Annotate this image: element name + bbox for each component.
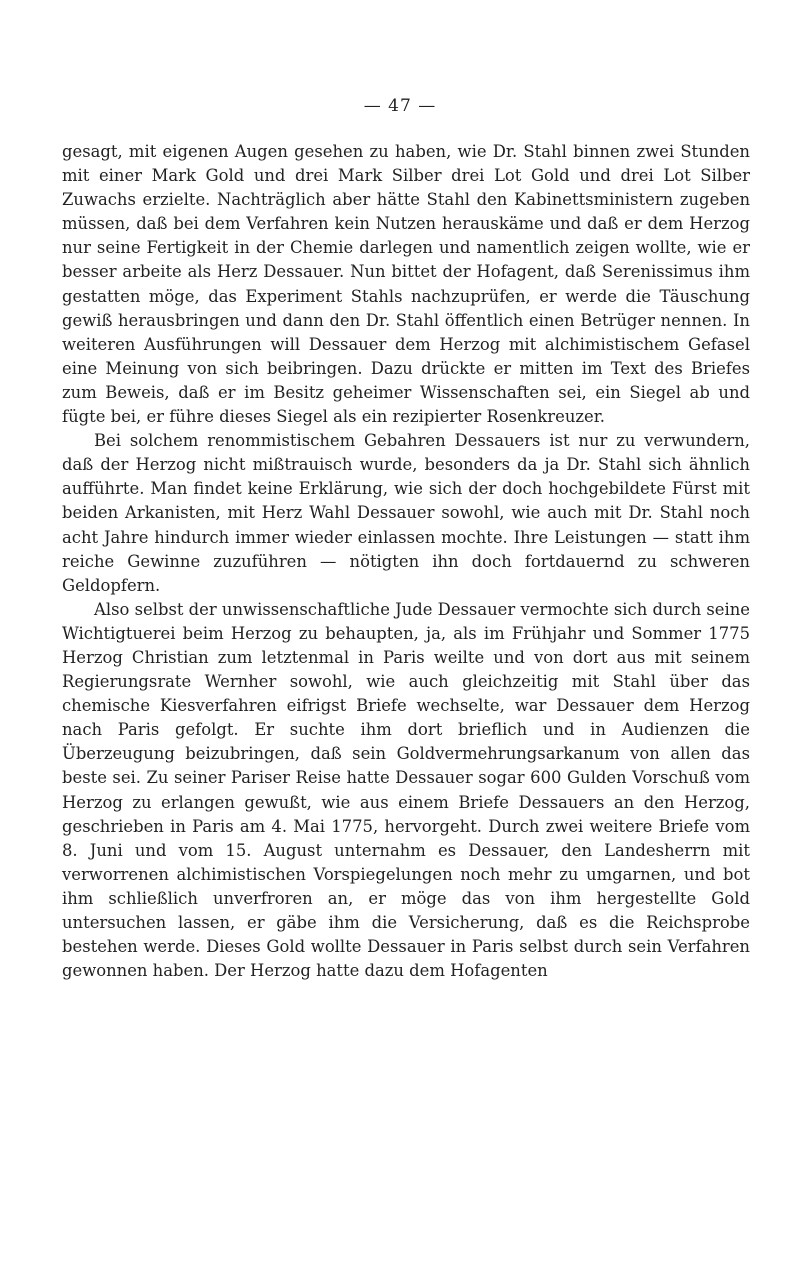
paragraph: Bei solchem renommistischem Gebahren Dessauers ist nur zu verwundern, daß der Herzog nicht mißtrauisch wurde, besonders da ja Dr. Stahl sich ähnlich aufführte. Man findet keine Erklärung, wie sich der doch hochgebildete Fürst mit beiden Arkanisten, mit Herz Wahl Dessauer sowohl, wie auch mit Dr. Stahl noch acht Jahre hindurch immer wieder einlassen mochte. Ihre Leistungen — statt ihm reiche Gewinne zuzuführen — nötigten ihn doch fortdauernd zu schweren Geldopfern. <box>62 431 750 595</box>
paragraph: Also selbst der unwissenschaftliche Jude Dessauer vermochte sich durch seine Wichtigtuerei beim Herzog zu behaupten, ja, als im Frühjahr und Sommer 1775 Herzog Christian zum letztenmal in Paris weilte und von dort aus mit seinem Regierungsrate Wernher sowohl, wie auch gleichzeitig mit Stahl über das chemische Kiesverfahren eifrigst Briefe wechselte, war Dessauer dem Herzog nach Paris gefolgt. Er suchte ihm dort brieflich und in Audienzen die Überzeugung beizubringen, daß sein Goldvermehrungsarkanum von allen das beste sei. Zu seiner Pariser Reise hatte Dessauer sogar 600 Gulden Vorschuß vom Herzog zu erlangen gewußt, wie aus einem Briefe Dessauers an den Herzog, geschrieben in Paris am 4. Mai 1775, hervorgeht. Durch zwei weitere Briefe vom 8. Juni und vom 15. August unternahm es Dessauer, den Landesherrn mit verworrenen alchimistischen Vorspiegelungen noch mehr zu umgarnen, und bot ihm schließlich unverfroren an, er möge das von ihm hergestellte Gold untersuchen lassen, er gäbe ihm die Versicherung, daß es die Reichsprobe bestehen werde. Dieses Gold wollte Dessauer in Paris selbst durch sein Verfahren gewonnen haben. Der Herzog hatte dazu dem Hofagenten <box>62 599 750 981</box>
paragraph: gesagt, mit eigenen Augen gesehen zu haben, wie Dr. Stahl binnen zwei Stunden mit einer Mark Gold und drei Mark Silber drei Lot Gold und drei Lot Silber Zuwachs erzielte. Nachträglich aber hätte Stahl den Kabinettsministern zugeben müssen, daß bei dem Verfahren kein Nutzen herauskäme und daß er dem Herzog nur seine Fertigkeit in der Chemie darlegen und namentlich zeigen wollte, wie er besser arbeite als Herz Dessauer. Nun bittet der Hofagent, daß Serenissimus ihm gestatten möge, das Experiment Stahls nachzuprüfen, er werde die Täuschung gewiß herausbringen und dann den Dr. Stahl öffentlich einen Betrüger nennen. In weiteren Ausführungen will Dessauer dem Herzog mit alchimistischem Gefasel eine Meinung von sich beibringen. Dazu drückte er mitten im Text des Briefes zum Beweis, daß er im Besitz geheimer Wissenschaften sei, ein Siegel ab und fügte bei, er führe dieses Siegel als ein rezipierter Rosenkreuzer. <box>62 142 750 427</box>
body-text <box>62 140 750 983</box>
page-number: — 47 — <box>363 96 437 116</box>
